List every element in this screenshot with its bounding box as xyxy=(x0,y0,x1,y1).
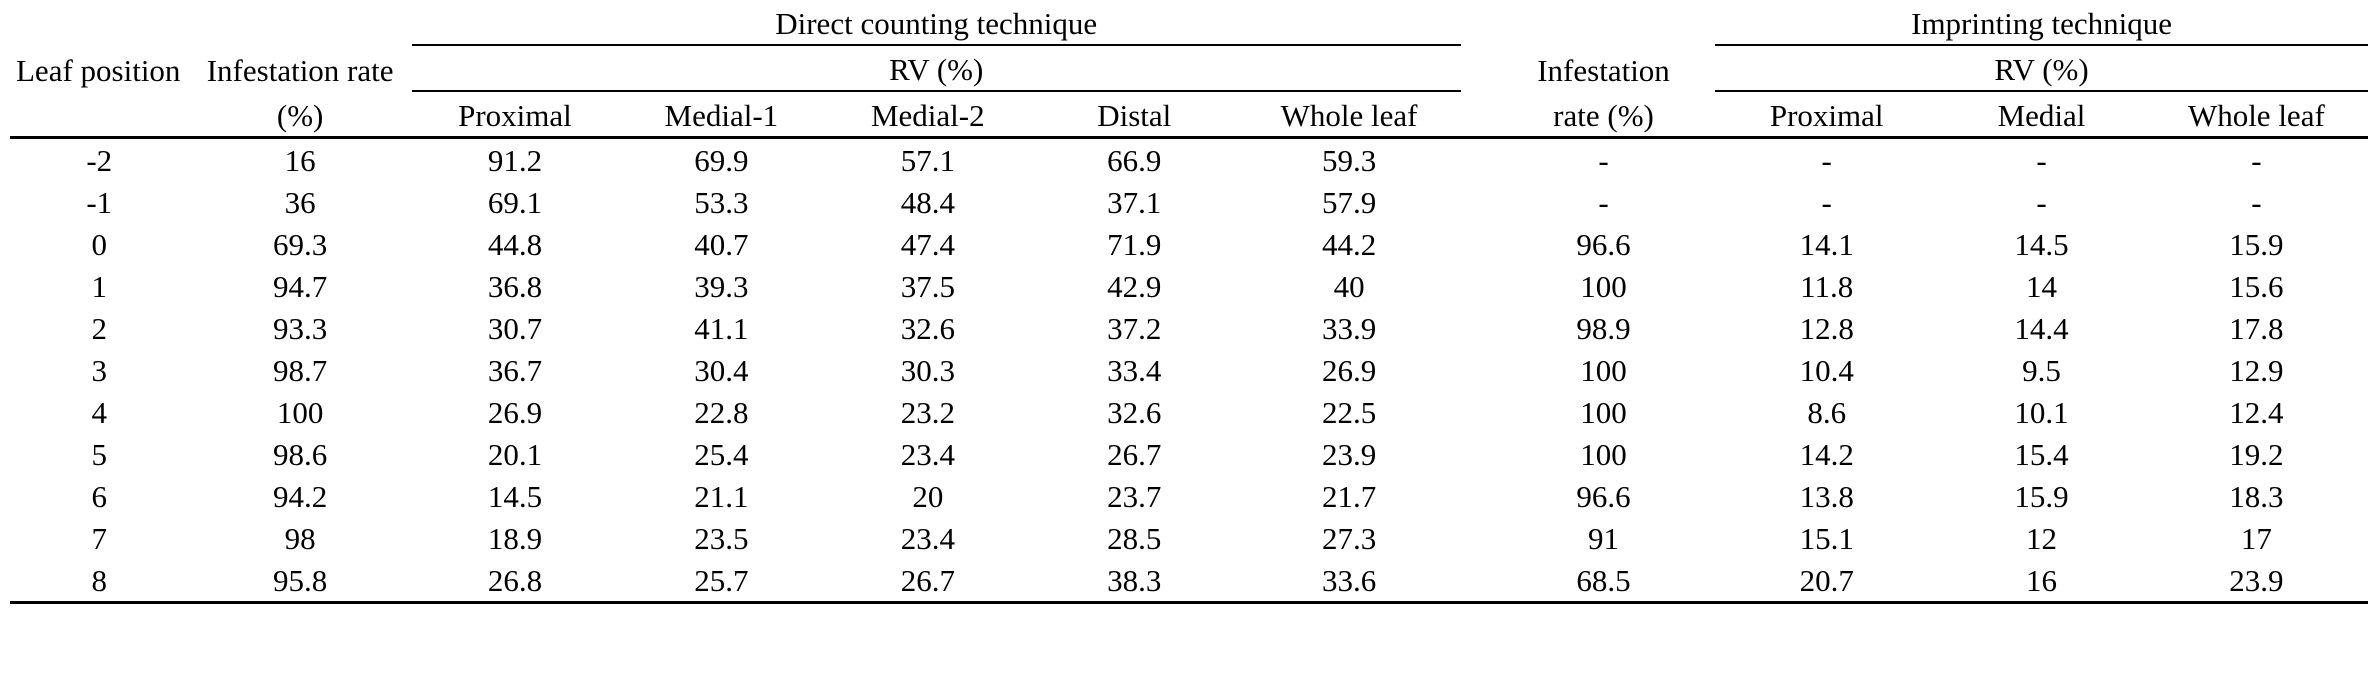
cell-direct-medial-2: 23.4 xyxy=(900,521,955,557)
empty-cell-direct-infest xyxy=(189,0,412,45)
cell-direct-distal: 66.9 xyxy=(1107,143,1162,179)
cell-direct-infestation: 98.7 xyxy=(273,353,328,389)
table-row xyxy=(10,265,2368,307)
cell-leaf-position: 6 xyxy=(91,479,108,515)
cell-leaf-position: 4 xyxy=(91,395,108,431)
cell-direct-distal: 28.5 xyxy=(1107,521,1162,557)
cell-leaf-position: -2 xyxy=(86,143,113,179)
cell-direct-medial-1: 22.8 xyxy=(694,395,749,431)
cell-imprint-medial: 15.4 xyxy=(2014,437,2069,473)
column-gap xyxy=(1461,307,1492,349)
cell-direct-whole-leaf: 33.6 xyxy=(1237,559,1460,603)
cell-leaf-position: 8 xyxy=(10,559,189,603)
cell-leaf-position: 7 xyxy=(91,521,108,557)
cell-direct-proximal: 18.9 xyxy=(487,521,543,557)
column-gap xyxy=(1461,475,1492,517)
cell-direct-medial-2: 20 xyxy=(912,479,944,515)
cell-direct-whole-leaf: 57.9 xyxy=(1321,185,1377,221)
header-direct-medial-2: Medial-2 xyxy=(825,91,1031,138)
cell-imprint-medial: 16 xyxy=(1938,559,2144,603)
cell-imprint-medial: - xyxy=(2036,185,2047,221)
cell-imprint-whole-leaf: 23.9 xyxy=(2145,559,2368,603)
cell-direct-medial-2: 23.2 xyxy=(900,395,955,431)
cell-leaf-position: 1 xyxy=(91,269,108,305)
column-gap xyxy=(1461,349,1492,391)
cell-direct-whole-leaf: 44.2 xyxy=(1321,227,1377,263)
header-direct-distal: Distal xyxy=(1031,91,1237,138)
header-row-subcols xyxy=(10,91,2368,138)
cell-imprint-medial: 9.5 xyxy=(2022,353,2061,389)
cell-direct-proximal: 20.1 xyxy=(487,437,543,473)
group-header-direct-counting: Direct counting technique xyxy=(412,0,1461,45)
empty-cell-leafpos xyxy=(10,0,189,45)
cell-direct-distal: 32.6 xyxy=(1107,395,1162,431)
header-row-rv xyxy=(10,45,2368,91)
cell-imprint-whole-leaf: 18.3 xyxy=(2229,479,2284,515)
header-imprint-infestation-line2: rate (%) xyxy=(1492,91,1715,138)
cell-direct-infestation: 94.2 xyxy=(273,479,328,515)
cell-direct-infestation: 98 xyxy=(284,521,316,557)
cell-direct-medial-2: 30.3 xyxy=(900,353,955,389)
cell-direct-distal: 33.4 xyxy=(1107,353,1162,389)
cell-imprint-whole-leaf: 12.9 xyxy=(2229,353,2284,389)
cell-imprint-whole-leaf: - xyxy=(2251,143,2262,179)
cell-leaf-position: 5 xyxy=(91,437,108,473)
cell-direct-proximal: 36.7 xyxy=(487,353,543,389)
cell-imprint-proximal: 14.2 xyxy=(1799,437,1854,473)
cell-imprint-proximal: 20.7 xyxy=(1715,559,1938,603)
cell-imprint-medial: 15.9 xyxy=(2014,479,2069,515)
cell-direct-medial-2: 26.7 xyxy=(825,559,1031,603)
cell-direct-proximal: 44.8 xyxy=(487,227,543,263)
cell-direct-medial-1: 23.5 xyxy=(694,521,749,557)
cell-imprint-proximal: 11.8 xyxy=(1800,269,1854,305)
table-row xyxy=(10,517,2368,559)
group-header-imprinting: Imprinting technique xyxy=(1715,0,2368,45)
cell-direct-distal: 23.7 xyxy=(1107,479,1162,515)
cell-direct-infestation: 98.6 xyxy=(273,437,328,473)
table-row xyxy=(10,559,2368,603)
cell-direct-medial-1: 40.7 xyxy=(694,227,749,263)
column-gap xyxy=(1461,391,1492,433)
cell-imprint-medial: 14.5 xyxy=(2014,227,2069,263)
cell-imprint-infestation: 96.6 xyxy=(1576,479,1631,515)
cell-imprint-infestation: 68.5 xyxy=(1492,559,1715,603)
results-table xyxy=(10,0,2368,604)
cell-imprint-whole-leaf: 15.6 xyxy=(2229,269,2284,305)
column-gap xyxy=(1461,265,1492,307)
cell-imprint-proximal: 13.8 xyxy=(1799,479,1854,515)
table-row xyxy=(10,349,2368,391)
cell-direct-whole-leaf: 59.3 xyxy=(1321,143,1377,179)
cell-direct-proximal: 26.8 xyxy=(412,559,618,603)
header-direct-whole-leaf: Whole leaf xyxy=(1237,91,1460,138)
header-direct-rv: RV (%) xyxy=(412,45,1461,91)
cell-direct-distal: 38.3 xyxy=(1031,559,1237,603)
cell-imprint-proximal: 10.4 xyxy=(1799,353,1854,389)
column-gap xyxy=(1461,138,1492,182)
table-row xyxy=(10,475,2368,517)
cell-direct-medial-2: 37.5 xyxy=(900,269,955,305)
column-gap xyxy=(1461,45,1492,91)
cell-imprint-infestation: 100 xyxy=(1580,353,1627,389)
cell-imprint-whole-leaf: 12.4 xyxy=(2229,395,2284,431)
cell-imprint-infestation: - xyxy=(1598,143,1609,179)
table-row xyxy=(10,223,2368,265)
column-gap xyxy=(1461,0,1492,45)
cell-direct-whole-leaf: 33.9 xyxy=(1321,311,1377,347)
column-gap xyxy=(1461,181,1492,223)
cell-direct-medial-1: 53.3 xyxy=(694,185,749,221)
cell-imprint-infestation: 98.9 xyxy=(1576,311,1631,347)
cell-imprint-infestation: 100 xyxy=(1580,395,1627,431)
cell-imprint-proximal: - xyxy=(1821,185,1832,221)
cell-direct-proximal: 14.5 xyxy=(487,479,543,515)
cell-direct-medial-1: 39.3 xyxy=(694,269,749,305)
cell-direct-distal: 71.9 xyxy=(1107,227,1162,263)
cell-imprint-proximal: 12.8 xyxy=(1799,311,1854,347)
header-direct-infestation-line1: Infestation rate xyxy=(206,53,394,89)
column-gap xyxy=(1461,91,1492,138)
table-row xyxy=(10,433,2368,475)
cell-direct-infestation: 16 xyxy=(284,143,316,179)
header-direct-infestation-line2: (%) xyxy=(189,91,412,138)
cell-direct-medial-1: 41.1 xyxy=(694,311,749,347)
cell-imprint-whole-leaf: 15.9 xyxy=(2229,227,2284,263)
table-row xyxy=(10,307,2368,349)
cell-direct-medial-1: 25.4 xyxy=(694,437,749,473)
header-direct-proximal: Proximal xyxy=(412,91,618,138)
cell-direct-infestation: 93.3 xyxy=(273,311,328,347)
cell-imprint-proximal: 14.1 xyxy=(1799,227,1854,263)
cell-leaf-position: 0 xyxy=(91,227,108,263)
cell-direct-whole-leaf: 23.9 xyxy=(1321,437,1377,473)
cell-leaf-position: 2 xyxy=(91,311,108,347)
cell-imprint-medial: 14 xyxy=(2026,269,2057,305)
cell-imprint-infestation: 91 xyxy=(1588,521,1620,557)
cell-direct-proximal: 69.1 xyxy=(487,185,543,221)
empty-cell-leafpos-2 xyxy=(10,91,189,138)
cell-direct-infestation: 100 xyxy=(276,395,324,431)
column-gap xyxy=(1461,517,1492,559)
cell-direct-distal: 37.1 xyxy=(1107,185,1162,221)
cell-direct-infestation: 94.7 xyxy=(273,269,328,305)
cell-direct-infestation: 95.8 xyxy=(189,559,412,603)
cell-imprint-medial: - xyxy=(2036,143,2047,179)
cell-imprint-medial: 12 xyxy=(2026,521,2057,557)
header-direct-medial-1: Medial-1 xyxy=(618,91,824,138)
cell-direct-proximal: 91.2 xyxy=(487,143,543,179)
cell-direct-distal: 26.7 xyxy=(1107,437,1162,473)
column-gap xyxy=(1461,433,1492,475)
cell-direct-medial-1: 69.9 xyxy=(694,143,749,179)
cell-imprint-whole-leaf: 17.8 xyxy=(2229,311,2284,347)
cell-direct-whole-leaf: 21.7 xyxy=(1321,479,1377,515)
cell-leaf-position: 3 xyxy=(91,353,108,389)
cell-direct-medial-1: 25.7 xyxy=(618,559,824,603)
table-row xyxy=(10,391,2368,433)
cell-direct-proximal: 26.9 xyxy=(487,395,543,431)
cell-direct-medial-2: 23.4 xyxy=(900,437,955,473)
header-leaf-position: Leaf position xyxy=(16,53,181,89)
cell-imprint-proximal: 8.6 xyxy=(1807,395,1847,431)
empty-cell-imprint-infest xyxy=(1492,0,1715,45)
cell-direct-whole-leaf: 40 xyxy=(1333,269,1365,305)
table-row xyxy=(10,181,2368,223)
cell-imprint-infestation: - xyxy=(1598,185,1609,221)
cell-direct-distal: 37.2 xyxy=(1107,311,1162,347)
cell-imprint-infestation: 100 xyxy=(1580,437,1627,473)
column-gap xyxy=(1461,223,1492,265)
header-imprint-proximal: Proximal xyxy=(1715,91,1938,138)
cell-imprint-proximal: - xyxy=(1821,143,1832,179)
cell-direct-medial-1: 21.1 xyxy=(694,479,749,515)
cell-imprint-whole-leaf: 19.2 xyxy=(2229,437,2284,473)
cell-direct-whole-leaf: 27.3 xyxy=(1321,521,1377,557)
cell-direct-medial-1: 30.4 xyxy=(694,353,749,389)
cell-direct-infestation: 36 xyxy=(284,185,316,221)
cell-direct-whole-leaf: 22.5 xyxy=(1321,395,1377,431)
header-imprint-infestation-line1: Infestation xyxy=(1537,53,1670,89)
cell-direct-proximal: 36.8 xyxy=(487,269,543,305)
cell-imprint-medial: 14.4 xyxy=(2014,311,2069,347)
header-imprint-whole-leaf: Whole leaf xyxy=(2145,91,2368,138)
column-gap xyxy=(1461,559,1492,603)
header-imprint-rv: RV (%) xyxy=(1715,45,2368,91)
cell-direct-whole-leaf: 26.9 xyxy=(1321,353,1377,389)
cell-imprint-infestation: 100 xyxy=(1580,269,1627,305)
cell-direct-medial-2: 32.6 xyxy=(900,311,955,347)
header-row-groups xyxy=(10,0,2368,45)
cell-direct-proximal: 30.7 xyxy=(487,311,543,347)
cell-direct-medial-2: 47.4 xyxy=(900,227,955,263)
cell-direct-distal: 42.9 xyxy=(1107,269,1162,305)
cell-imprint-whole-leaf: 17 xyxy=(2240,521,2272,557)
cell-direct-infestation: 69.3 xyxy=(273,227,328,263)
cell-direct-medial-2: 57.1 xyxy=(900,143,955,179)
cell-leaf-position: -1 xyxy=(86,185,113,221)
cell-imprint-medial: 10.1 xyxy=(2014,395,2069,431)
header-imprint-medial: Medial xyxy=(1938,91,2144,138)
cell-imprint-whole-leaf: - xyxy=(2251,185,2262,221)
cell-direct-medial-2: 48.4 xyxy=(900,185,955,221)
cell-imprint-infestation: 96.6 xyxy=(1576,227,1631,263)
table-row xyxy=(10,138,2368,182)
cell-imprint-proximal: 15.1 xyxy=(1799,521,1854,557)
